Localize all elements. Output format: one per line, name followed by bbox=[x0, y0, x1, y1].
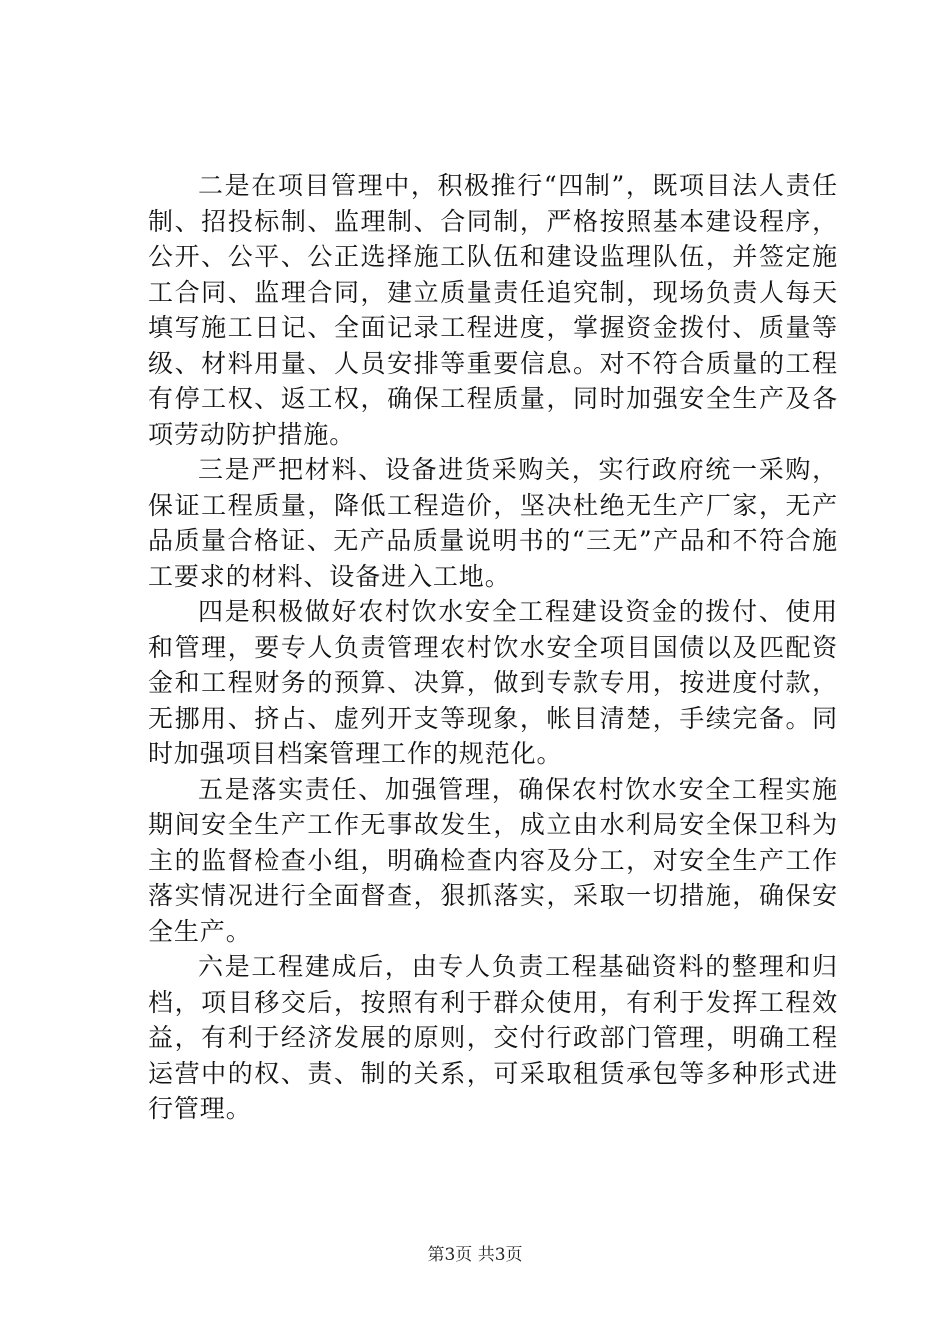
paragraph-6: 六是工程建成后，由专人负责工程基础资料的整理和归档，项目移交后，按照有利于群众使用，有利于发挥工程效益，有利于经济发展的原则，交付行政部门管理，明确工程运营中的权、责、制的关系，可采取租赁承包等多种形式进行管理。 bbox=[148, 952, 838, 1123]
paragraph-2: 二是在项目管理中，积极推行“四制”，既项目法人责任制、招投标制、监理制、合同制，严格按照基本建设程序，公开、公平、公正选择施工队伍和建设监理队伍，并签定施工合同、监理合同，建立质量责任追究制，现场负责人每天填写施工日记、全面记录工程进度，掌握资金拨付、质量等级、材料用量、人员安排等重要信息。对不符合质量的工程有停工权、返工权，确保工程质量，同时加强安全生产及各项劳动防护措施。 bbox=[148, 171, 838, 449]
paragraph-3: 三是严把材料、设备进货采购关，实行政府统一采购，保证工程质量，降低工程造价，坚决杜绝无生产厂家，无产品质量合格证、无产品质量说明书的“三无”产品和不符合施工要求的材料、设备进入工地。 bbox=[148, 455, 838, 591]
page-footer: 第3页 共3页 bbox=[427, 1245, 523, 1265]
paragraph-4: 四是积极做好农村饮水安全工程建设资金的拨付、使用和管理，要专人负责管理农村饮水安全项目国债以及匹配资金和工程财务的预算、决算，做到专款专用，按进度付款，无挪用、挤占、虚列开支等现象，帐目清楚，手续完备。同时加强项目档案管理工作的规范化。 bbox=[148, 597, 838, 768]
document-body bbox=[148, 168, 838, 1127]
paragraph-5: 五是落实责任、加强管理，确保农村饮水安全工程实施期间安全生产工作无事故发生，成立由水利局安全保卫科为主的监督检查小组，明确检查内容及分工，对安全生产工作落实情况进行全面督查，狠抓落实，采取一切措施，确保安全生产。 bbox=[148, 774, 838, 946]
